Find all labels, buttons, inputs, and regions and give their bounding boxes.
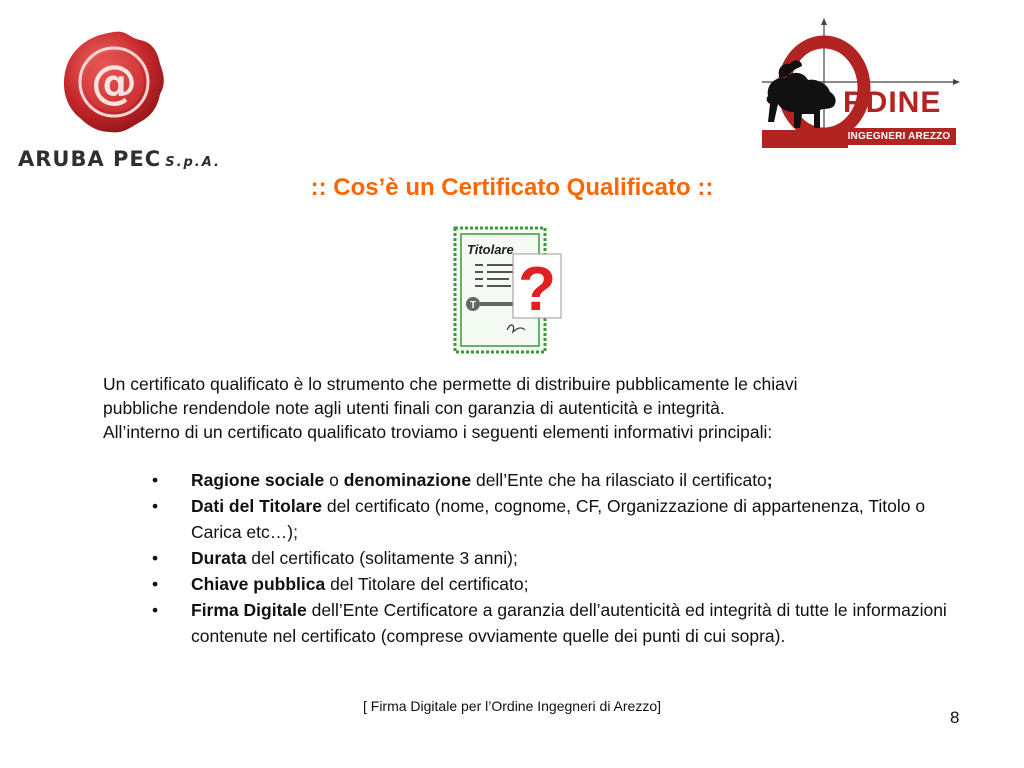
svg-text:T: T xyxy=(469,300,477,311)
lion-icon xyxy=(767,60,836,128)
page-number: 8 xyxy=(950,708,960,727)
paragraph-line: Un certificato qualificato è lo strumento che permette di distribuire pubblicamente le chiavi xyxy=(103,374,798,394)
aruba-name: ARUBA PEC xyxy=(18,147,162,171)
aruba-pec-name xyxy=(18,147,221,171)
bullet-icon: • xyxy=(152,548,159,568)
list-item xyxy=(150,545,950,571)
bullet-list xyxy=(150,467,950,649)
bullet-bold: Durata xyxy=(191,548,247,568)
bullet-text: dell’Ente Certificatore a garanzia dell’autenticità ed integrità di tutte le informazioni contenute nel certificato (comprese ovviamente quelle dei punti di cui sopra). xyxy=(191,600,947,646)
svg-text:@: @ xyxy=(91,55,137,109)
bullet-bold: Ragione sociale xyxy=(191,470,325,490)
bullet-text: del certificato (solitamente 3 anni); xyxy=(246,548,518,568)
list-item xyxy=(150,571,950,597)
footer-text: [ Firma Digitale per l’Ordine Ingegneri di Arezzo] xyxy=(362,698,662,714)
ordine-subtitle: INGEGNERI AREZZO xyxy=(842,128,956,145)
body-paragraph xyxy=(103,372,983,444)
bullet-bold: Firma Digitale xyxy=(191,600,307,620)
bullet-icon: • xyxy=(152,600,159,620)
bullet-bold: Chiave pubblica xyxy=(191,574,326,594)
bullet-bold: denominazione xyxy=(343,470,472,490)
at-sign-seal-icon xyxy=(60,28,168,136)
bullet-text: dell’Ente che ha rilasciato il certificato xyxy=(471,470,767,490)
paragraph-line: pubbliche rendendole note agli utenti finali con garanzia di autenticità e integrità. xyxy=(103,398,725,418)
paragraph-line: All’interno di un certificato qualificato troviamo i seguenti elementi informativi principali: xyxy=(103,422,773,442)
bullet-icon: • xyxy=(152,470,159,490)
bullet-text: del certificato (nome, cognome, CF, Organizzazione di appartenenza, Titolo o Carica etc…); xyxy=(191,496,926,542)
slide-title: :: Cos’è un Certificato Qualificato :: xyxy=(310,174,714,201)
list-item xyxy=(150,493,950,545)
aruba-suffix: S.p.A. xyxy=(165,155,221,170)
bullet-end: ; xyxy=(766,470,773,490)
bullet-icon: • xyxy=(152,574,159,594)
list-item xyxy=(150,597,950,649)
bullet-icon: • xyxy=(152,496,159,516)
bullet-text: del Titolare del certificato; xyxy=(325,574,529,594)
ordine-word: RDINE xyxy=(843,86,942,119)
svg-text:?: ? xyxy=(518,255,556,324)
bullet-bold: Dati del Titolare xyxy=(191,496,322,516)
list-item xyxy=(150,467,950,493)
bullet-text: o xyxy=(324,470,344,490)
certificate-label: Titolare xyxy=(467,242,514,257)
